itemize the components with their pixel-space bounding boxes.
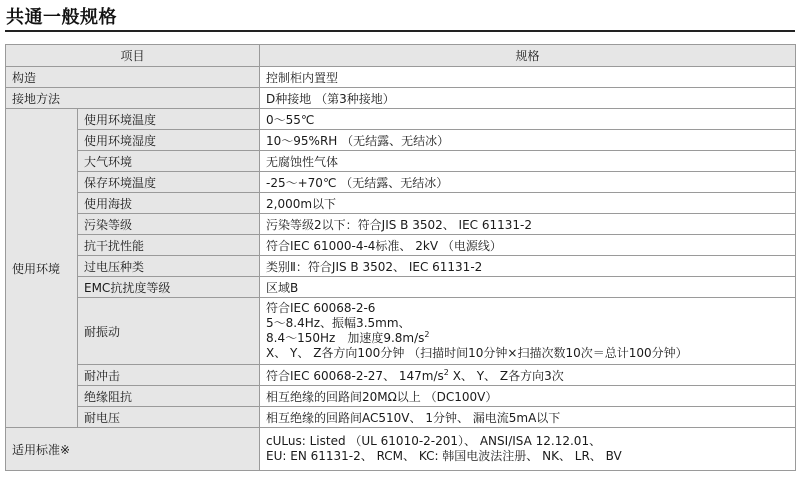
table-row [6,407,796,428]
row-label-shock: 耐冲击 [78,365,260,386]
row-value-altitude: 2,000m以下 [260,193,796,214]
header-item: 项目 [6,45,260,67]
table-row [6,298,796,365]
row-value-emc: 区域B [260,277,796,298]
row-value-withstand: 相互绝缘的回路间AC510V、 1分钟、 漏电流5mA以下 [260,407,796,428]
vibration-line-3-text: 8.4～150Hz 加速度9.8m/s [266,331,425,345]
page-title: 共通一般规格 [6,7,117,28]
shock-text-b: X、 Y、 Z各方向3次 [448,368,564,383]
row-label-pollution: 污染等级 [78,214,260,235]
row-label-atmosphere: 大气环境 [78,151,260,172]
shock-sup: 2 [443,367,449,377]
row-label-withstand: 耐电压 [78,407,260,428]
row-value-vibration [260,298,796,365]
standards-line-1: cULus: Listed （UL 61010-2-201）、 ANSI/ISA 12.12.01、 [266,434,602,448]
vibration-line-3-sup: 2 [424,330,430,339]
row-value-pollution: 污染等级2以下：符合JIS B 3502、 IEC 61131-2 [260,214,796,235]
row-value-storage: -25～+70℃ （无结露、无结冰） [260,172,796,193]
table-row [6,172,796,193]
row-value-insulation: 相互绝缘的回路间20MΩ以上 （DC100V） [260,386,796,407]
row-value-grounding: D种接地 （第3种接地） [260,88,796,109]
table-row [6,235,796,256]
table-row [6,428,796,471]
table-row [6,386,796,407]
row-label-noise: 抗干扰性能 [78,235,260,256]
table-row [6,365,796,386]
table-row [6,88,796,109]
row-value-humidity: 10～95%RH （无结露、无结冰） [260,130,796,151]
row-value-overvoltage: 类别Ⅱ：符合JIS B 3502、 IEC 61131-2 [260,256,796,277]
row-value-noise: 符合IEC 61000-4-4标准、 2kV （电源线） [260,235,796,256]
row-label-vibration: 耐振动 [78,298,260,365]
table-row [6,256,796,277]
standards-line-2: EU: EN 61131-2、 RCM、 KC: 韩国电波法注册、 NK、 LR、 BV [266,449,622,463]
vibration-line-2: 5～8.4Hz、振幅3.5mm、 [266,316,411,330]
row-label-insulation: 绝缘阻抗 [78,386,260,407]
row-value-shock [260,365,796,386]
table-row [6,151,796,172]
vibration-line-3 [266,331,789,346]
row-value-temp: 0～55℃ [260,109,796,130]
row-label-grounding: 接地方法 [6,88,260,109]
row-value-atmosphere: 无腐蚀性气体 [260,151,796,172]
table-row [6,130,796,151]
spec-table [5,44,796,471]
vibration-line-4: X、 Y、 Z各方向100分钟 （扫描时间10分钟×扫描次数10次＝总计100分钟） [266,346,688,360]
table-row [6,67,796,88]
row-label-humidity: 使用环境湿度 [78,130,260,151]
header-spec: 规格 [260,45,796,67]
row-label-overvoltage: 过电压种类 [78,256,260,277]
table-row [6,193,796,214]
row-value-structure: 控制柜内置型 [260,67,796,88]
row-label-storage: 保存环境温度 [78,172,260,193]
row-label-structure: 构造 [6,67,260,88]
vibration-line-1: 符合IEC 60068-2-6 [266,301,376,315]
env-group-label: 使用环境 [6,109,78,428]
table-row [6,109,796,130]
row-value-standards [260,428,796,471]
title-underline [5,30,795,32]
shock-text-a: 符合IEC 60068-2-27、 147m/s [266,368,444,383]
table-row [6,214,796,235]
table-row [6,277,796,298]
row-label-standards: 适用标准※ [6,428,260,471]
row-label-altitude: 使用海拔 [78,193,260,214]
row-label-emc: EMC抗扰度等级 [78,277,260,298]
row-label-temp: 使用环境温度 [78,109,260,130]
